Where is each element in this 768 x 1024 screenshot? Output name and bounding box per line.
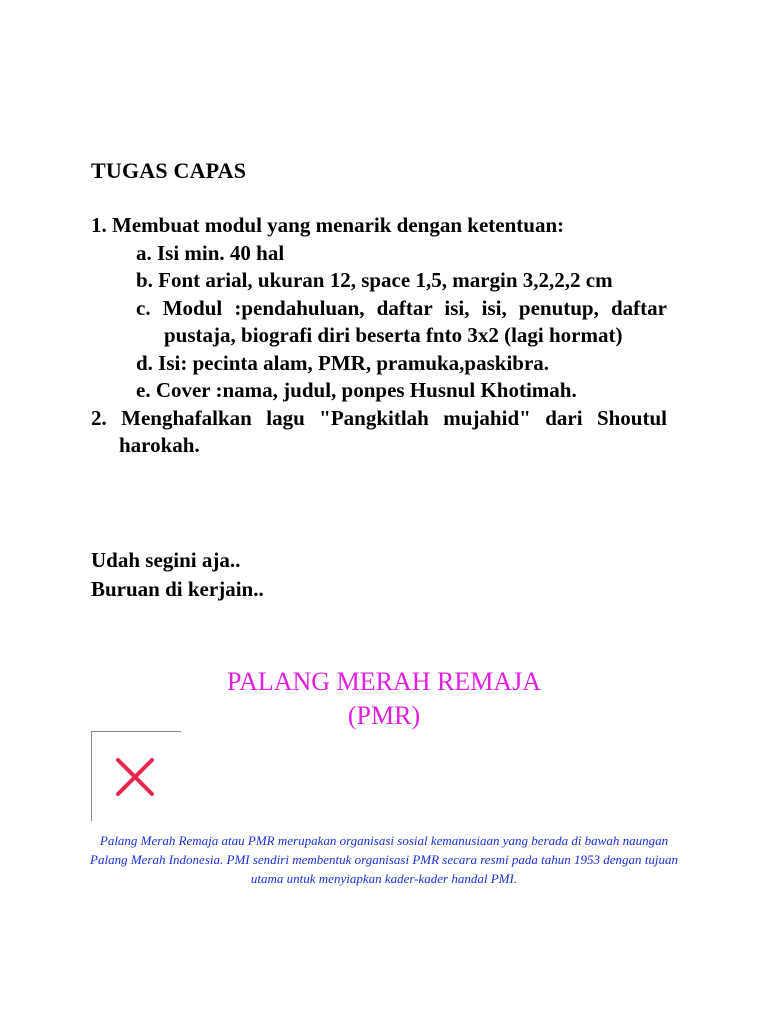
pmr-heading-line: (PMR) (347, 701, 421, 730)
closing-line: Buruan di kerjain.. (91, 577, 264, 601)
list-item: 2. Menghafalkan lagu "Pangkitlah mujahid" dari Shoutul harokah. (91, 405, 667, 457)
list-subitem: e. Cover :nama, judul, ponpes Husnul Khotimah. (136, 378, 577, 402)
image-placeholder (91, 731, 181, 821)
task-list (91, 212, 667, 460)
pmr-description: Palang Merah Remaja atau PMR merupakan organisasi sosial kemanusiaan yang berada di bawah naungan Palang Merah Indonesia. PMI sendiri membentuk organisasi PMR secara resmi pada tahun 1953 dengan tujuan utama untuk menyiapkan kader-kader handal PMI. (90, 833, 678, 886)
list-subitem: d. Isi: pecinta alam, PMR, pramuka,paskibra. (136, 350, 550, 375)
closing-note (91, 546, 264, 604)
list-subitem: a. Isi min. 40 hal (136, 240, 285, 265)
pmr-heading-line: PALANG MERAH REMAJA (227, 667, 541, 696)
list-item: 1. Membuat modul yang menarik dengan ketentuan: (91, 213, 565, 237)
broken-image-icon (114, 754, 158, 798)
page-title: TUGAS CAPAS (91, 158, 247, 183)
list-subitem: c. Modul :pendahuluan, daftar isi, isi, penutup, daftar pustaja, biografi diri beserta fnto 3x2 (lagi hormat) (136, 295, 667, 347)
pmr-heading (0, 665, 768, 733)
closing-line: Udah segini aja.. (91, 548, 241, 572)
list-subitem: b. Font arial, ukuran 12, space 1,5, margin 3,2,2,2 cm (136, 268, 613, 292)
